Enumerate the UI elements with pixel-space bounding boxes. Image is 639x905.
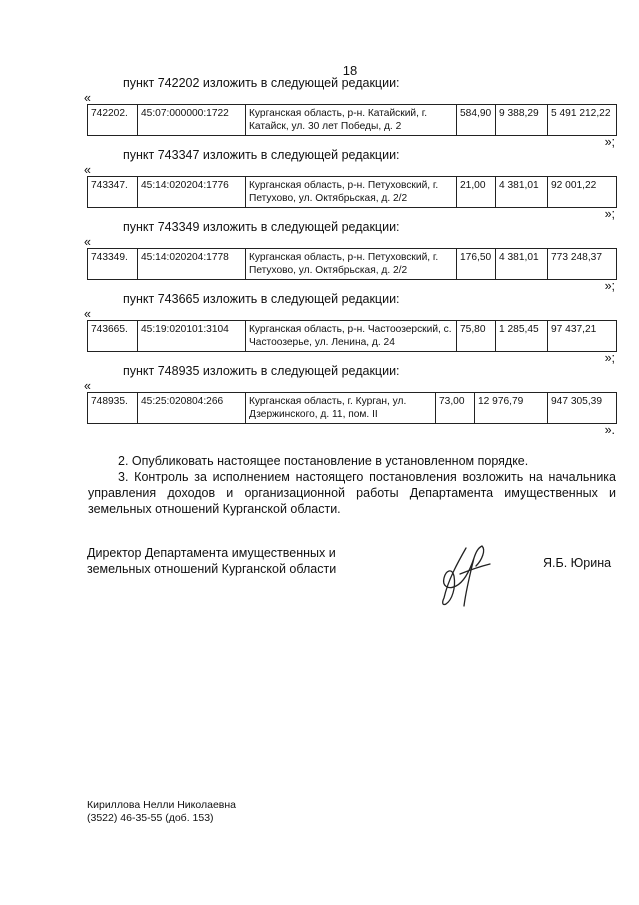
area: 75,80: [457, 321, 496, 352]
quote-close: »;: [604, 279, 615, 293]
cadastral-number: 45:19:020101:3104: [138, 321, 246, 352]
cadastral-value-per-unit: 4 381,01: [496, 249, 548, 280]
cadastral-value-per-unit: 4 381,01: [496, 177, 548, 208]
cadastral-value: 773 248,37: [548, 249, 617, 280]
cadastral-value: 5 491 212,22: [548, 105, 617, 136]
entry-table: [87, 248, 617, 280]
executor-phone: (3522) 46-35-55 (доб. 153): [87, 812, 214, 824]
cadastral-value: 947 305,39: [548, 393, 617, 424]
quote-close: »;: [604, 207, 615, 221]
table-row: [88, 177, 617, 208]
cadastral-value: 92 001,22: [548, 177, 617, 208]
quote-open: «: [84, 379, 91, 393]
quote-open: «: [84, 307, 91, 321]
area: 176,50: [457, 249, 496, 280]
cadastral-number: 45:14:020204:1778: [138, 249, 246, 280]
cadastral-value-per-unit: 12 976,79: [475, 393, 548, 424]
entry-intro: пункт 748935 изложить в следующей редакции:: [123, 364, 400, 378]
signer-title-line: Директор Департамента имущественных и: [87, 546, 336, 560]
entry-table: [87, 320, 617, 352]
table-row: [88, 321, 617, 352]
page-number: 18: [342, 63, 358, 78]
address: Курганская область, р-н. Частоозерский, с. Частоозерье, ул. Ленина, д. 24: [246, 321, 457, 352]
area: 73,00: [436, 393, 475, 424]
quote-open: «: [84, 163, 91, 177]
quote-open: «: [84, 235, 91, 249]
cadastral-value-per-unit: 1 285,45: [496, 321, 548, 352]
signer-name: Я.Б. Юрина: [543, 556, 612, 570]
entry-intro: пункт 743347 изложить в следующей редакции:: [123, 148, 400, 162]
area: 584,90: [457, 105, 496, 136]
cadastral-value-per-unit: 9 388,29: [496, 105, 548, 136]
quote-open: «: [84, 91, 91, 105]
cadastral-number: 45:25:020804:266: [138, 393, 246, 424]
table-row: [88, 393, 617, 424]
entry-table: [87, 104, 617, 136]
signer-title: [87, 545, 336, 577]
entry-number: 743349.: [88, 249, 138, 280]
address: Курганская область, р-н. Петуховский, г. Петухово, ул. Октябрьская, д. 2/2: [246, 249, 457, 280]
quote-close: »;: [604, 351, 615, 365]
cadastral-value: 97 437,21: [548, 321, 617, 352]
entry-intro: пункт 742202 изложить в следующей редакции:: [123, 76, 400, 90]
table-row: [88, 249, 617, 280]
table-row: [88, 105, 617, 136]
handwritten-signature: [430, 540, 510, 610]
entry-intro: пункт 743349 изложить в следующей редакции:: [123, 220, 400, 234]
quote-close: ».: [604, 423, 615, 437]
entry-number: 743665.: [88, 321, 138, 352]
cadastral-number: 45:07:000000:1722: [138, 105, 246, 136]
signer-title-line: земельных отношений Курганской области: [87, 562, 337, 576]
entry-number: 742202.: [88, 105, 138, 136]
entry-number: 748935.: [88, 393, 138, 424]
executor-info: [87, 799, 236, 825]
quote-close: »;: [604, 135, 615, 149]
address: Курганская область, р-н. Петуховский, г. Петухово, ул. Октябрьская, д. 2/2: [246, 177, 457, 208]
area: 21,00: [457, 177, 496, 208]
entry-table: [87, 392, 617, 424]
address: Курганская область, г. Курган, ул. Дзержинского, д. 11, пом. II: [246, 393, 436, 424]
entry-intro: пункт 743665 изложить в следующей редакции:: [123, 292, 400, 306]
paragraph-2: 2. Опубликовать настоящее постановление в установленном порядке.: [118, 454, 529, 468]
entry-table: [87, 176, 617, 208]
paragraph-3: 3. Контроль за исполнением настоящего постановления возложить на начальника управления доходов и организационной работы Департамента имущественных и земельных отношений Курганской области.: [88, 470, 616, 516]
cadastral-number: 45:14:020204:1776: [138, 177, 246, 208]
executor-name: Кириллова Нелли Николаевна: [87, 799, 237, 811]
entry-number: 743347.: [88, 177, 138, 208]
address: Курганская область, р-н. Катайский, г. Катайск, ул. 30 лет Победы, д. 2: [246, 105, 457, 136]
